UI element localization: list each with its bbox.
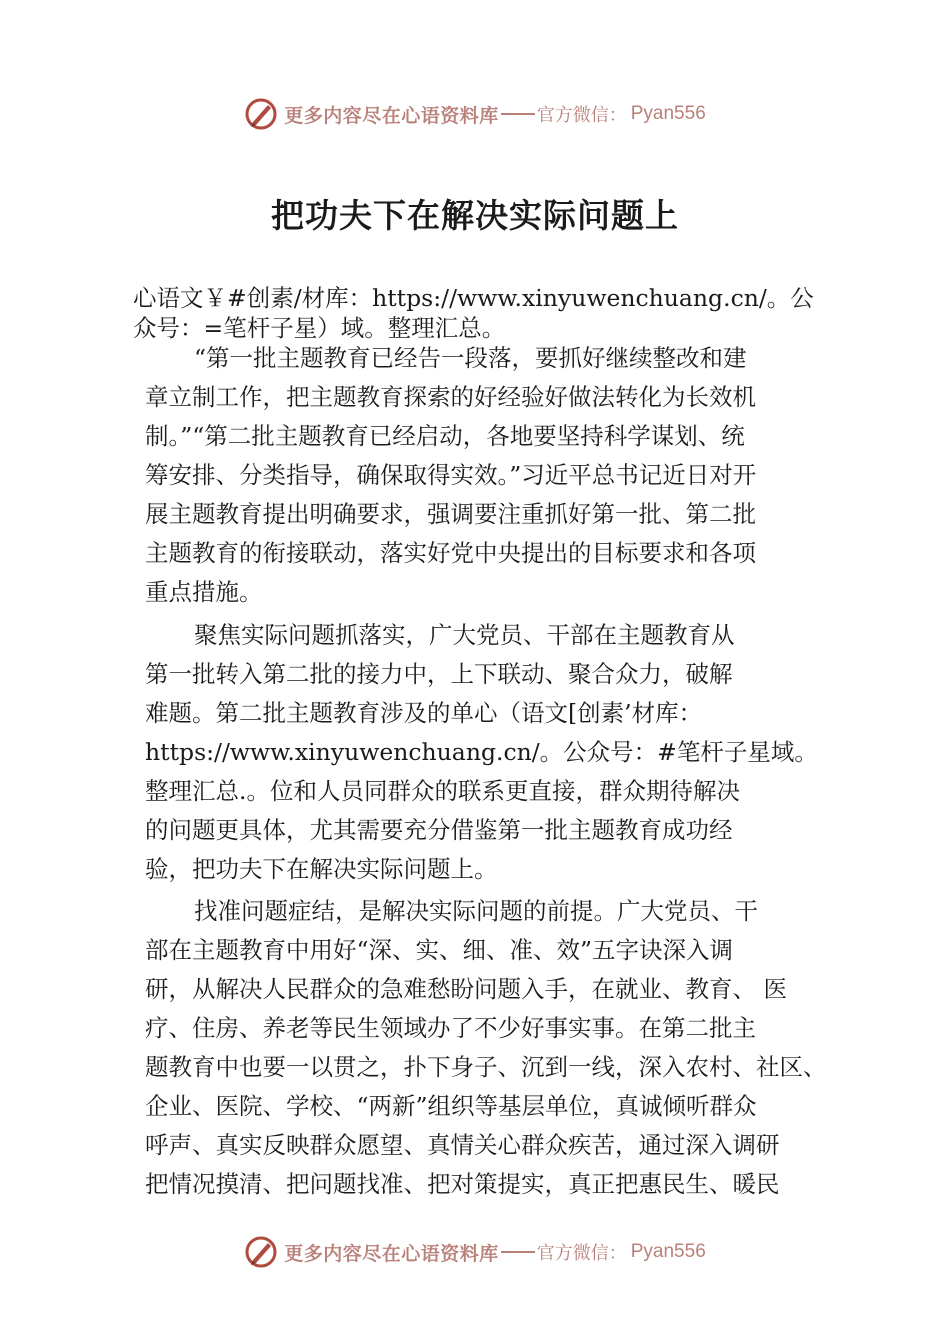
body-line: 呼声、真实反映群众愿望、真情关心群众疾苦，通过深入调研: [145, 1131, 780, 1159]
body-line: 部在主题教育中用好“深、实、细、准、效”五字诀深入调: [145, 936, 734, 964]
body-line: https://www.xinyuwenchuang.cn/。公众号：#笔杆子星域。: [145, 738, 818, 766]
banner-wechat-id: Pyan556: [630, 103, 706, 124]
body-line: 第一批转入第二批的接力中，上下联动、聚合众力，破解: [145, 660, 733, 688]
body-line: 章立制工作，把主题教育探索的好经验好做法转化为长效机: [145, 383, 756, 411]
pen-logo-icon: [244, 1235, 278, 1269]
banner-dash: [501, 113, 535, 115]
body-line: 整理汇总.。位和人员同群众的联系更直接，群众期待解决: [145, 777, 740, 805]
body-line: 心语文￥#创素/材库：https://www.xinyuwenchuang.cn/。公: [133, 284, 814, 312]
banner-text: 更多内容尽在心语资料库: [284, 1242, 499, 1265]
body-line: 验，把功夫下在解决实际问题上。: [145, 855, 498, 883]
body-line: 众号：=笔杆子星）域。整理汇总。: [133, 314, 506, 342]
body-line: 重点措施。: [145, 578, 263, 606]
body-line: 把情况摸清、把问题找准、把对策提实，真正把惠民生、暖民: [145, 1170, 780, 1198]
body-line: 题教育中也要一以贯之，扑下身子、沉到一线，深入农村、社区、: [145, 1053, 827, 1081]
body-line: 制。”“第二批主题教育已经启动，各地要坚持科学谋划、统: [145, 422, 745, 450]
banner-wechat-id: Pyan556: [630, 1241, 706, 1262]
body-line: 主题教育的衔接联动，落实好党中央提出的目标要求和各项: [145, 539, 756, 567]
banner-dash: [501, 1251, 535, 1253]
body-line: 展主题教育提出明确要求，强调要注重抓好第一批、第二批: [145, 500, 756, 528]
body-line: 企业、医院、学校、“两新”组织等基层单位，真诚倾听群众: [145, 1092, 757, 1120]
body-line: 筹安排、分类指导，确保取得实效。”习近平总书记近日对开: [145, 461, 757, 489]
banner-wechat-label: 官方微信：: [536, 1243, 627, 1264]
footer-banner: [0, 1232, 950, 1272]
page-title: 把功夫下在解决实际问题上: [271, 196, 679, 235]
body-line: 聚焦实际问题抓落实，广大党员、干部在主题教育从: [194, 621, 735, 649]
body-line: 找准问题症结，是解决实际问题的前提。广大党员、干: [194, 897, 758, 925]
body-line: 的问题更具体，尤其需要充分借鉴第一批主题教育成功经: [145, 816, 733, 844]
banner-text: 更多内容尽在心语资料库: [284, 104, 499, 127]
body-line: 难题。第二批主题教育涉及的单心（语文[创素’材库：: [145, 699, 703, 727]
body-line: 研，从解决人民群众的急难愁盼问题入手，在就业、教育、 医: [145, 975, 787, 1003]
header-banner: [0, 94, 950, 134]
body-line: “第一批主题教育已经告一段落，要抓好继续整改和建: [194, 344, 747, 372]
banner-wechat-label: 官方微信：: [536, 105, 627, 126]
body-line: 疗、住房、养老等民生领域办了不少好事实事。在第二批主: [145, 1014, 756, 1042]
pen-logo-icon: [244, 97, 278, 131]
